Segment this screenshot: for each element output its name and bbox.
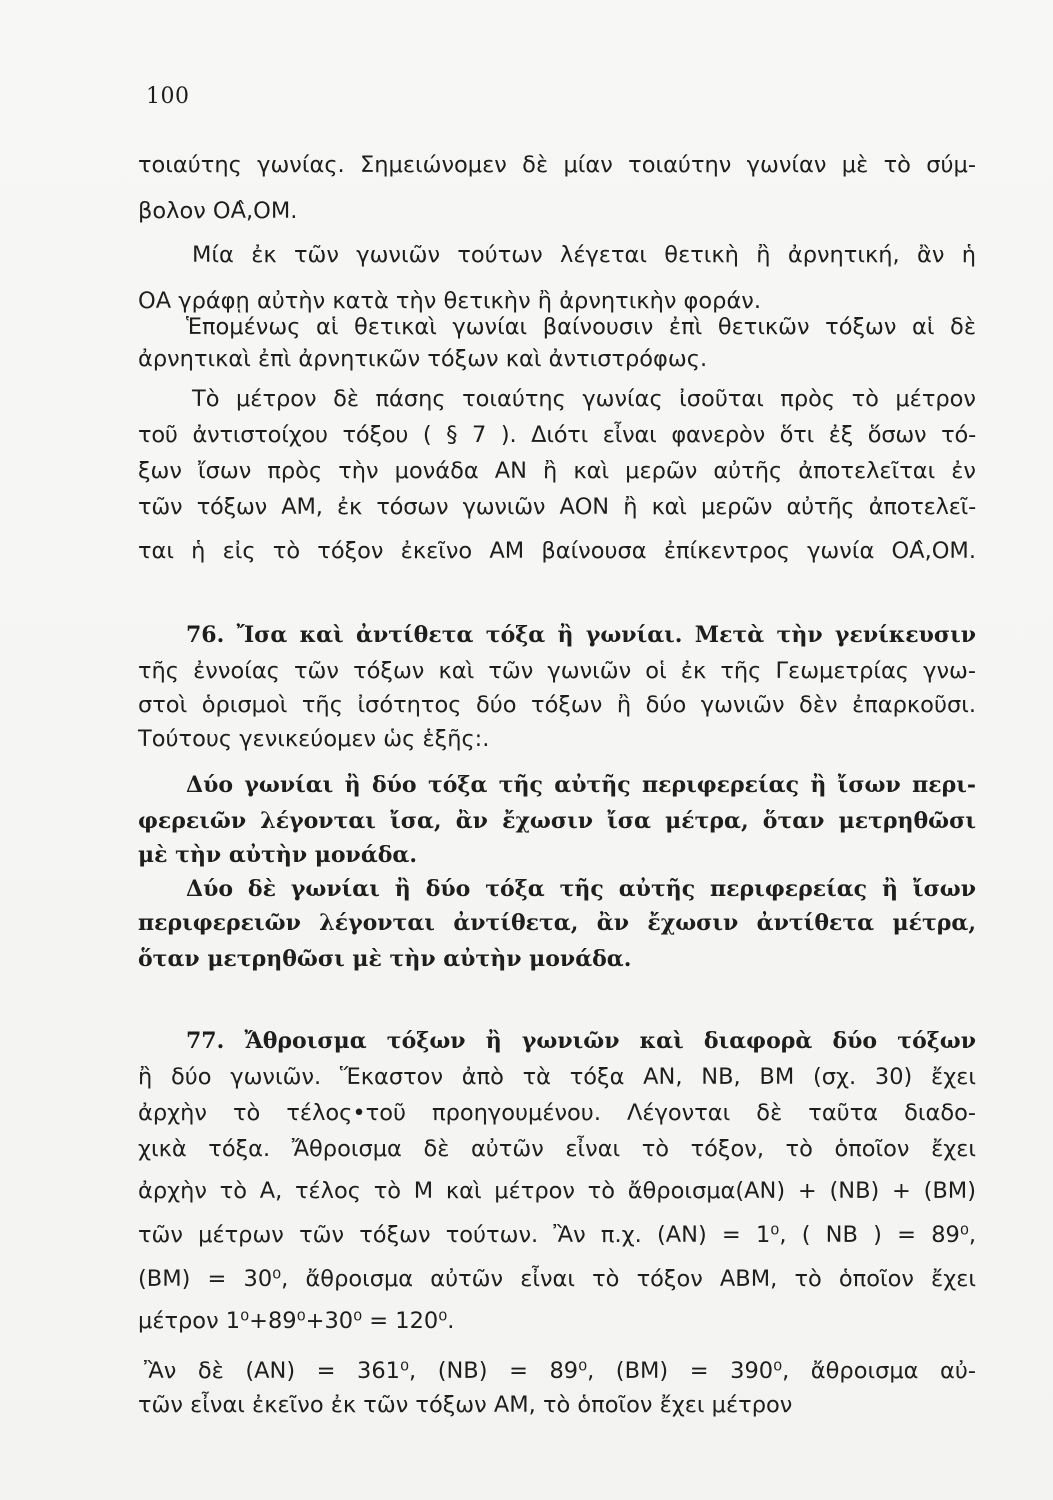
bold-rule-line: ὅταν μετρηθῶσι μὲ τὴν αὐτὴν μονάδα.: [138, 946, 632, 972]
text-line: τῆς ἐννοίας τῶν τόξων καὶ τῶν γωνιῶν οἱ ἐκ τῆς Γεωμετρίας γνω-: [138, 658, 976, 684]
text-line: μέτρον 1⁰+89⁰+30⁰ = 120⁰.: [138, 1308, 455, 1334]
text-line: ΟΑ γράφῃ αὐτὴν κατὰ τὴν θετικὴν ἢ ἀρνητικὴν φοράν.: [138, 288, 761, 314]
bold-rule-line: Δύο δὲ γωνίαι ἢ δύο τόξα τῆς αὐτῆς περιφερείας ἢ ἴσων: [186, 876, 976, 902]
text-line: τοῦ ἀντιστοίχου τόξου ( § 7 ). Διότι εἶναι φανερὸν ὅτι ἐξ ὅσων τό-: [138, 422, 976, 448]
text-line: τοιαύτης γωνίας. Σημειώνομεν δὲ μίαν τοιαύτην γωνίαν μὲ τὸ σύμ-: [138, 152, 976, 178]
section-heading-line: 76. Ἴσα καὶ ἀντίθετα τόξα ἢ γωνίαι. Μετὰ τὴν γενίκευσιν: [186, 622, 976, 648]
text-line: στοὶ ὁρισμοὶ τῆς ἰσότητος δύο τόξων ἢ δύο γωνιῶν δὲν ἐπαρκοῦσι.: [138, 692, 976, 718]
bold-rule-line: περιφερειῶν λέγονται ἀντίθετα, ἂν ἔχωσιν ἀντίθετα μέτρα,: [138, 910, 976, 936]
text-line: ξων ἴσων πρὸς τὴν μονάδα ΑΝ ἢ καὶ μερῶν αὐτῆς ἀποτελεῖται ἐν: [138, 458, 976, 484]
bold-rule-line: φερειῶν λέγονται ἴσα, ἂν ἔχωσιν ἴσα μέτρα, ὅταν μετρηθῶσι: [138, 808, 976, 834]
bold-rule-line: Δύο γωνίαι ἢ δύο τόξα τῆς αὐτῆς περιφερείας ἢ ἴσων περι-: [186, 772, 976, 798]
text-line: τῶν τόξων ΑΜ, ἐκ τόσων γωνιῶν ΑΟΝ ἢ καὶ μερῶν αὐτῆς ἀποτελεῖ-: [138, 494, 976, 520]
section-heading-line: 77. Ἄθροισμα τόξων ἢ γωνιῶν καὶ διαφορὰ δύο τόξων: [186, 1028, 976, 1054]
text-line: Μία ἐκ τῶν γωνιῶν τούτων λέγεται θετικὴ ἢ ἀρνητική, ἂν ἡ: [192, 242, 976, 268]
text-line: ται ἡ εἰς τὸ τόξον ἐκεῖνο ΑΜ βαίνουσα ἐπίκεντρος γωνία ΟΑ̂,ΟΜ.: [138, 538, 976, 564]
text-line: βολον ΟΑ̂,ΟΜ.: [138, 198, 298, 224]
text-line: Ἂν δὲ (ΑΝ) = 361⁰, (ΝΒ) = 89⁰, (ΒΜ) = 390⁰, ἄθροισμα αὐ-: [144, 1358, 976, 1384]
text-line: Ἑπομένως αἱ θετικαὶ γωνίαι βαίνουσιν ἐπὶ θετικῶν τόξων αἱ δὲ: [186, 314, 976, 340]
text-line: τῶν εἶναι ἐκεῖνο ἐκ τῶν τόξων ΑΜ, τὸ ὁποῖον ἔχει μέτρον: [138, 1392, 793, 1418]
text-line: ἀρχὴν τὸ τέλος•τοῦ προηγουμένου. Λέγονται δὲ ταῦτα διαδο-: [138, 1100, 976, 1126]
text-line: ἢ δύο γωνιῶν. Ἕκαστον ἀπὸ τὰ τόξα ΑΝ, ΝΒ, ΒΜ (σχ. 30) ἔχει: [138, 1064, 976, 1090]
text-line: Τούτους γενικεύομεν ὡς ἑξῆς:.: [138, 726, 490, 752]
text-line: ἀρχὴν τὸ Α, τέλος τὸ Μ καὶ μέτρον τὸ ἄθροισμα(ΑΝ) + (ΝΒ) + (ΒΜ): [138, 1178, 976, 1204]
text-line: χικὰ τόξα. Ἄθροισμα δὲ αὐτῶν εἶναι τὸ τόξον, τὸ ὁποῖον ἔχει: [138, 1136, 976, 1162]
text-line: Τὸ μέτρον δὲ πάσης τοιαύτης γωνίας ἰσοῦται πρὸς τὸ μέτρον: [192, 386, 976, 412]
text-line: τῶν μέτρων τῶν τόξων τούτων. Ἂν π.χ. (ΑΝ) = 1⁰, ( ΝΒ ) = 89⁰,: [138, 1222, 976, 1248]
bold-rule-line: μὲ τὴν αὐτὴν μονάδα.: [138, 842, 418, 868]
text-line: ἀρνητικαὶ ἐπὶ ἀρνητικῶν τόξων καὶ ἀντιστρόφως.: [138, 346, 708, 372]
text-line: (ΒΜ) = 30⁰, ἄθροισμα αὐτῶν εἶναι τὸ τόξον ΑΒΜ, τὸ ὁποῖον ἔχει: [138, 1266, 976, 1292]
page-number: 100: [146, 84, 190, 109]
